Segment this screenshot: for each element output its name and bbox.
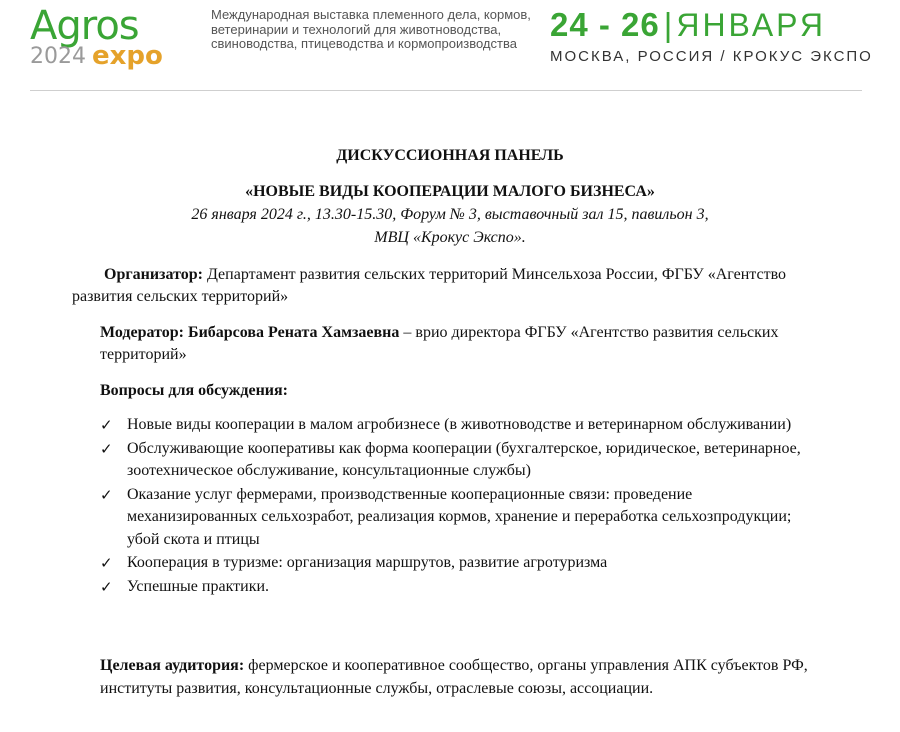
list-item — [100, 484, 820, 552]
question-text: Успешные практики. — [127, 577, 270, 595]
document-heading: ДИСКУССИОННАЯ ПАНЕЛЬ — [336, 147, 564, 164]
list-item — [100, 438, 820, 483]
question-text: Новые виды кооперации в малом агробизнесе (в животноводстве и ветеринарном обслуживании) — [127, 416, 792, 433]
organizer-paragraph — [72, 264, 812, 308]
logo-expo-text: expo — [92, 41, 163, 71]
list-item — [100, 552, 820, 575]
checkmark-icon: ✓ — [100, 554, 113, 572]
header-divider — [30, 90, 862, 91]
date-divider: | — [663, 6, 673, 43]
moderator-text: – врио директора ФГБУ «Агентство развития сельских территорий» — [100, 324, 779, 363]
list-item — [100, 576, 820, 599]
document-title: «НОВЫЕ ВИДЫ КООПЕРАЦИИ МАЛОГО БИЗНЕСА» — [245, 183, 655, 200]
event-dates — [550, 6, 900, 44]
checkmark-icon: ✓ — [100, 439, 113, 458]
page-header — [0, 0, 900, 92]
audience-label: Целевая аудитория: — [100, 657, 245, 674]
exhibition-description: Международная выставка племенного дела, кормов, ветеринарии и технологий для животноводства, свиноводства, птицеводства и кормопроизводства — [211, 7, 531, 51]
question-text: Оказание услуг фермерами, производственные кооперационные связи: проведение механизированных сельхозработ, реализация кормов, хранение и переработка сельхозпродукции; убой скота и птицы — [127, 485, 792, 548]
event-location: МОСКВА, РОССИЯ / КРОКУС ЭКСПО — [550, 48, 873, 65]
logo-year-text: 2024 — [30, 44, 86, 69]
questions-list — [100, 414, 820, 599]
event-details-line2: МВЦ «Крокус Экспо». — [374, 229, 526, 246]
audience-paragraph — [100, 654, 870, 700]
checkmark-icon: ✓ — [100, 416, 113, 434]
event-month: ЯНВАРЯ — [676, 7, 826, 43]
checkmark-icon: ✓ — [100, 577, 113, 596]
list-item — [100, 414, 820, 437]
checkmark-icon: ✓ — [100, 485, 113, 504]
event-days: 24 - 26 — [550, 6, 660, 43]
audience-text: фермерское и кооперативное сообщество, органы управления АПК субъектов РФ, институты развития, консультационные службы, отраслевые союзы, ассоциации. — [100, 657, 808, 697]
moderator-label: Модератор: Бибарсова Рената Хамзаевна — [100, 324, 400, 341]
logo-agros-text: Agros — [30, 3, 139, 49]
organizer-text: Департамент развития сельских территорий Минсельхоза России, ФГБУ «Агентство развития сельских территорий» — [72, 266, 787, 305]
agros-expo-logo — [30, 4, 180, 70]
event-details-line1: 26 января 2024 г., 13.30-15.30, Форум № 3, выставочный зал 15, павильон 3, — [191, 206, 709, 223]
organizer-label: Организатор: — [104, 266, 203, 283]
moderator-paragraph — [100, 322, 820, 366]
question-text: Обслуживающие кооперативы как форма кооперации (бухгалтерское, юридическое, ветеринарное, зоотехническое обслуживание, консультационные службы) — [127, 439, 801, 479]
questions-heading: Вопросы для обсуждения: — [100, 382, 289, 399]
question-text: Кооперация в туризме: организация маршрутов, развитие агротуризма — [127, 554, 608, 571]
